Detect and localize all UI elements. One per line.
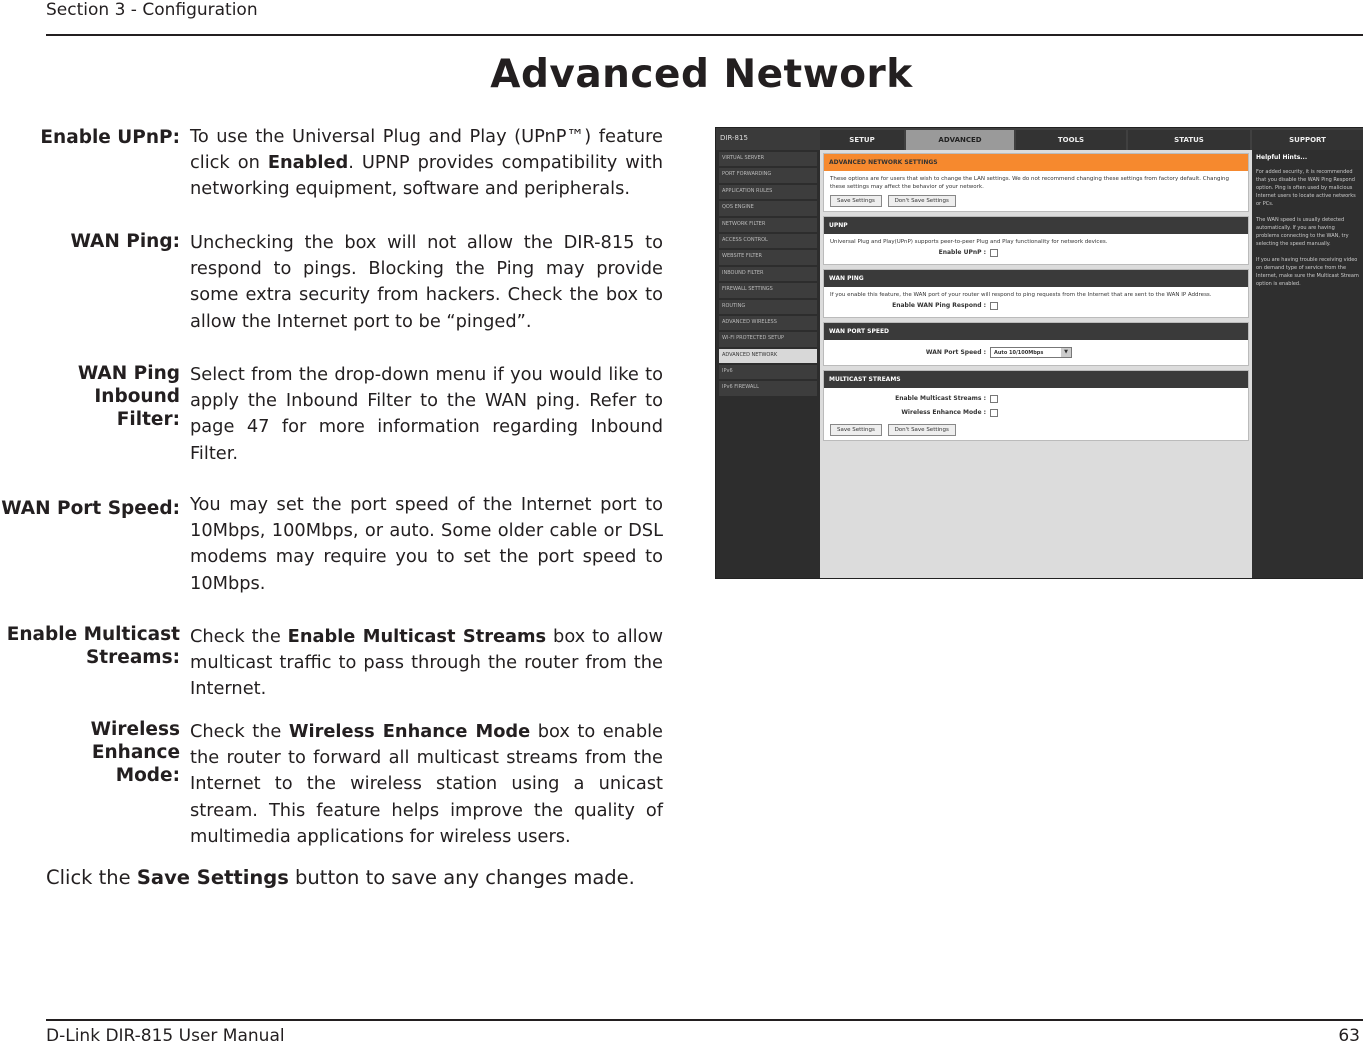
wireless-enhance-checkbox[interactable] <box>990 409 998 417</box>
desc-wan-ping-inbound-filter: Select from the drop-down menu if you would like to apply the Inbound Filter to the WAN ping. Refer to page 47 for more information regarding Inbound Filter. <box>190 364 663 464</box>
nav-item-network-filter[interactable]: NETWORK FILTER <box>719 218 817 232</box>
upnp-text: Universal Plug and Play(UPnP) supports peer-to-peer Plug and Play functionality for network devices. <box>830 239 1108 245</box>
main-content <box>820 150 1252 578</box>
router-logo: DIR-815 <box>716 128 820 150</box>
wan-port-speed-select[interactable]: Auto 10/100Mbps ▼ <box>990 347 1072 358</box>
nav-item-advanced-network[interactable]: ADVANCED NETWORK <box>719 349 817 363</box>
wireless-enhance-label: Wireless Enhance Mode : <box>901 409 986 416</box>
wan-ping-heading: WAN PING <box>824 270 1248 287</box>
nav-item-qos-engine[interactable]: QOS ENGINE <box>719 201 817 215</box>
section-header: Section 3 - Configuration <box>46 0 258 20</box>
wan-ping-label: Enable WAN Ping Respond : <box>892 302 986 309</box>
left-nav <box>716 150 820 578</box>
multicast-label: Enable Multicast Streams : <box>895 395 986 402</box>
page-title: Advanced Network <box>490 52 913 97</box>
multicast-heading: MULTICAST STREAMS <box>824 371 1248 388</box>
nav-item-access-control[interactable]: ACCESS CONTROL <box>719 234 817 248</box>
upnp-label: Enable UPnP : <box>938 249 986 256</box>
tab-tools[interactable]: TOOLS <box>1016 130 1126 150</box>
settings-intro-text: These options are for users that wish to change the LAN settings. We do not recommend changing these settings from factory default. Changing these settings may affect the behavior of your network. <box>830 176 1229 190</box>
settings-heading: ADVANCED NETWORK SETTINGS <box>824 154 1248 171</box>
desc-enable-multicast-streams: Check the Enable Multicast Streams box to allow multicast traffic to pass through the router from the Internet. <box>190 626 664 700</box>
nav-item-inbound-filter[interactable]: INBOUND FILTER <box>719 267 817 281</box>
tab-support[interactable]: SUPPORT <box>1252 130 1363 150</box>
nav-item-firewall-settings[interactable]: FIREWALL SETTINGS <box>719 283 817 297</box>
wan-port-speed-label: WAN Port Speed : <box>925 348 986 356</box>
hint-item: The WAN speed is usually detected automatically. If you are having problems connecting to the WAN, try selecting the speed manually. <box>1256 217 1349 247</box>
wan-port-speed-box <box>823 322 1249 366</box>
nav-item-wps[interactable]: WI-FI PROTECTED SETUP <box>719 332 817 346</box>
bottom-rule <box>46 1019 1363 1021</box>
nav-item-advanced-wireless[interactable]: ADVANCED WIRELESS <box>719 316 817 330</box>
desc-enable-upnp: To use the Universal Plug and Play (UPnP™) feature click on Enabled. UPNP provides compatibility with networking equipment, software and peripherals. <box>190 126 663 200</box>
multicast-checkbox[interactable] <box>990 395 998 403</box>
wan-ping-box <box>823 269 1249 318</box>
nav-item-port-forwarding[interactable]: PORT FORWARDING <box>719 168 817 182</box>
term-wan-ping: WAN Ping: <box>70 231 180 252</box>
dont-save-settings-button-bottom[interactable]: Don't Save Settings <box>888 424 956 436</box>
nav-item-ipv6-firewall[interactable]: IPv6 FIREWALL <box>719 381 817 395</box>
save-settings-button[interactable]: Save Settings <box>830 195 882 207</box>
manual-title: D-Link DIR-815 User Manual <box>46 1026 285 1046</box>
wan-ping-checkbox[interactable] <box>990 302 998 310</box>
nav-item-routing[interactable]: ROUTING <box>719 300 817 314</box>
dont-save-settings-button[interactable]: Don't Save Settings <box>888 195 956 207</box>
page-number: 63 <box>1338 1026 1360 1046</box>
desc-wireless-enhance-mode: Check the Wireless Enhance Mode box to enable the router to forward all multicast streams from the Internet to the wireless station using a unicast stream. This feature helps improve the quality of multimedia applications for wireless users. <box>190 721 663 847</box>
desc-wan-port-speed: You may set the port speed of the Internet port to 10Mbps, 100Mbps, or auto. Some older cable or DSL modems may require you to set the port speed to 10Mbps. <box>190 494 663 594</box>
multicast-box <box>823 370 1249 441</box>
term-wan-port-speed: WAN Port Speed: <box>1 498 180 519</box>
tab-setup[interactable]: SETUP <box>820 130 904 150</box>
router-screenshot <box>715 127 1363 579</box>
term-wireless-enhance-mode: Wireless Enhance Mode: <box>90 719 180 786</box>
desc-wan-ping: Unchecking the box will not allow the DIR-815 to respond to pings. Blocking the Ping may provide some extra security from hackers. Check the box to allow the Internet port to be “pinged”. <box>190 232 663 332</box>
wan-port-speed-heading: WAN PORT SPEED <box>824 323 1248 340</box>
hints-heading: Helpful Hints... <box>1256 154 1308 161</box>
save-settings-note: Click the Save Settings button to save any changes made. <box>46 866 635 889</box>
upnp-checkbox[interactable] <box>990 249 998 257</box>
nav-item-website-filter[interactable]: WEBSITE FILTER <box>719 250 817 264</box>
chevron-down-icon: ▼ <box>1061 348 1071 357</box>
term-enable-upnp: Enable UPnP: <box>40 127 180 148</box>
settings-intro-box <box>823 153 1249 212</box>
term-wan-ping-inbound-filter: WAN Ping Inbound Filter: <box>77 363 180 430</box>
term-enable-multicast-streams: Enable Multicast Streams: <box>6 624 180 668</box>
nav-item-application-rules[interactable]: APPLICATION RULES <box>719 185 817 199</box>
upnp-box <box>823 216 1249 265</box>
nav-item-ipv6[interactable]: IPv6 <box>719 365 817 379</box>
helpful-hints <box>1252 150 1363 578</box>
nav-item-virtual-server[interactable]: VIRTUAL SERVER <box>719 152 817 166</box>
wan-ping-text: If you enable this feature, the WAN port of your router will respond to ping requests from the Internet that are sent to the WAN IP Address. <box>830 292 1212 298</box>
top-rule <box>46 34 1363 36</box>
save-settings-button-bottom[interactable]: Save Settings <box>830 424 882 436</box>
hint-item: For added security, it is recommended that you disable the WAN Ping Respond option. Ping is often used by malicious Internet users to locate active networks or PCs. <box>1256 169 1356 207</box>
hint-item: If you are having trouble receiving video on demand type of service from the Internet, make sure the Multicast Stream option is enabled. <box>1256 257 1359 287</box>
tab-advanced[interactable]: ADVANCED <box>906 130 1014 150</box>
tab-status[interactable]: STATUS <box>1128 130 1250 150</box>
upnp-heading: UPNP <box>824 217 1248 234</box>
